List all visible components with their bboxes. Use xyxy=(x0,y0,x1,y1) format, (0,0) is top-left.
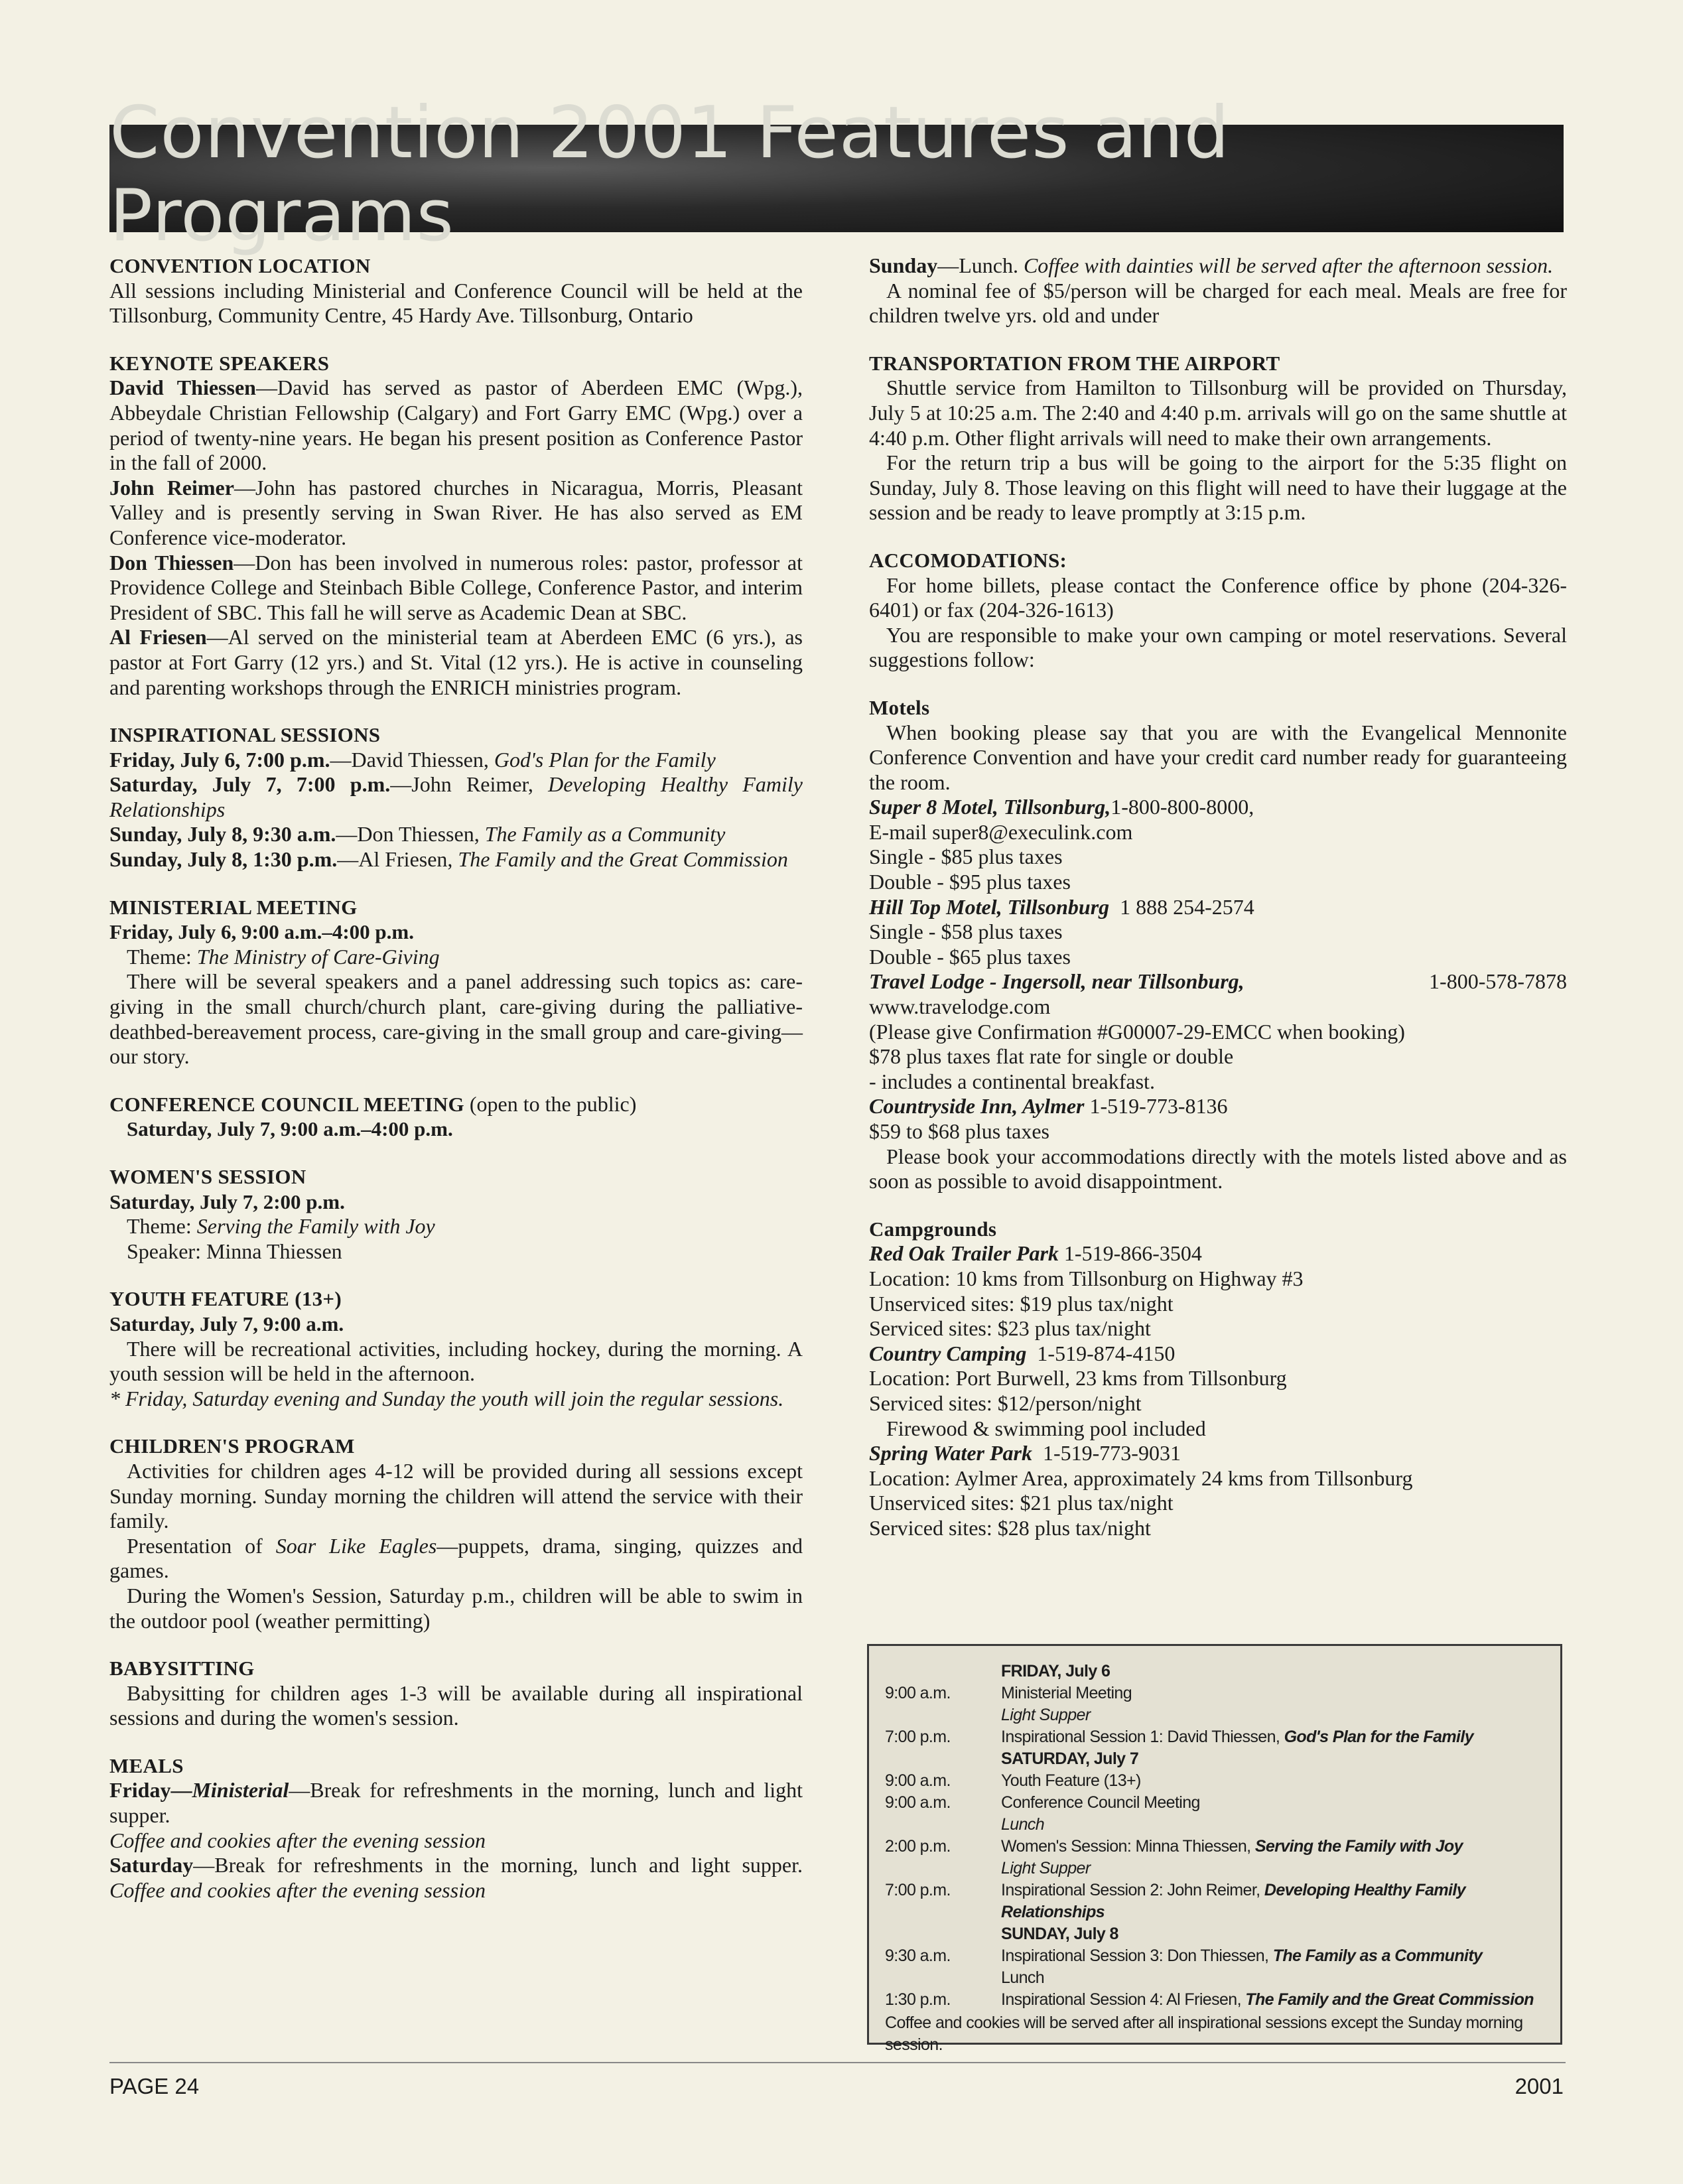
page-number: PAGE 24 xyxy=(109,2074,200,2098)
camp-heading: Campgrounds xyxy=(869,1217,997,1241)
schedule-desc xyxy=(1001,1704,1548,1726)
schedule-title: The Family as a Community xyxy=(1272,1946,1483,1965)
location-heading: CONVENTION LOCATION xyxy=(109,254,371,277)
ministerial-time: Friday, July 6, 9:00 a.m.–4:00 p.m. xyxy=(109,920,414,944)
super8-email: E-mail super8@execulink.com xyxy=(869,819,1133,844)
inspirational-heading: INSPIRATIONAL SESSIONS xyxy=(109,723,381,747)
left-column xyxy=(109,253,803,1925)
page-title: Convention 2001 Features and Programs xyxy=(109,92,1231,257)
meals-sunday xyxy=(869,253,1567,279)
schedule-title: Developing Healthy Family Relationships xyxy=(1001,1881,1466,1921)
children-heading: CHILDREN'S PROGRAM xyxy=(109,1434,355,1458)
schedule-row xyxy=(885,1792,1548,1814)
schedule-text: Inspirational Session 4: Al Friesen, xyxy=(1001,1990,1246,2009)
right-column xyxy=(869,253,1567,1564)
travel-confirmation: (Please give Confirmation #G00007-29-EMCC when booking) xyxy=(869,1019,1405,1044)
session-time: Friday, July 6, 7:00 p.m. xyxy=(109,747,330,772)
council-section xyxy=(109,1092,803,1142)
schedule-day-header xyxy=(885,1748,1548,1770)
schedule-title: God's Plan for the Family xyxy=(1284,1728,1474,1746)
youth-heading: YOUTH FEATURE (13+) xyxy=(109,1287,342,1311)
meal-day: Friday xyxy=(109,1778,171,1803)
schedule-row xyxy=(885,1704,1548,1726)
schedule-box xyxy=(867,1644,1562,2054)
springwater-unserviced: Unserviced sites: $21 plus tax/night xyxy=(869,1491,1174,1515)
schedule-text: Inspirational Session 3: Don Thiessen, xyxy=(1001,1946,1273,1965)
session-speaker: —John Reimer, xyxy=(390,772,549,797)
speaker-item xyxy=(109,476,803,551)
children-p2 xyxy=(109,1534,803,1584)
children-p2-title: Soar Like Eagles xyxy=(275,1533,437,1558)
theme-title: The Ministry of Care-Giving xyxy=(196,944,440,969)
schedule-time xyxy=(885,1661,1001,1682)
schedule-time: 7:00 p.m. xyxy=(885,1728,951,1746)
springwater-location: Location: Aylmer Area, approximately 24 kms from Tillsonburg xyxy=(869,1466,1413,1490)
countryside-rate: $59 to $68 plus taxes xyxy=(869,1119,1049,1143)
session-item xyxy=(109,772,803,822)
motel-name: Hill Top Motel, Tillsonburg xyxy=(869,894,1110,919)
youth-time: Saturday, July 7, 9:00 a.m. xyxy=(109,1312,344,1335)
schedule-time: 7:00 p.m. xyxy=(885,1881,951,1899)
schedule-row xyxy=(885,1879,1548,1923)
schedule-desc xyxy=(1001,1858,1548,1879)
schedule-desc xyxy=(1001,1792,1548,1814)
motel-phone: 1-519-773-8136 xyxy=(1084,1094,1228,1119)
meal-day: Saturday xyxy=(109,1853,194,1877)
meal-dash: — xyxy=(170,1778,192,1803)
schedule-row xyxy=(885,1858,1548,1879)
schedule-time: 9:30 a.m. xyxy=(885,1946,951,1965)
ministerial-theme xyxy=(127,945,803,970)
motels-intro: When booking please say that you are with the Evangelical Mennonite Conference Convention and have your credit card number ready for guaranteeing the room. xyxy=(869,720,1567,794)
hilltop-single: Single - $58 plus taxes xyxy=(869,920,1063,944)
speaker-item xyxy=(109,375,803,475)
camp-name: Red Oak Trailer Park xyxy=(869,1241,1059,1266)
speakers-section xyxy=(109,351,803,700)
speaker-item xyxy=(109,551,803,626)
schedule-row xyxy=(885,1814,1548,1836)
accom-p1: For home billets, please contact the Conference office by phone (204-326-6401) or fax (204-326-1613) xyxy=(869,573,1567,622)
super8-single: Single - $85 plus taxes xyxy=(869,845,1063,869)
ministerial-heading: MINISTERIAL MEETING xyxy=(109,895,358,919)
motel-name: Countryside Inn, Aylmer xyxy=(869,1094,1085,1119)
countrycamping-location: Location: Port Burwell, 23 kms from Tillsonburg xyxy=(869,1366,1287,1391)
schedule-time xyxy=(885,1858,1001,1879)
meals-continued xyxy=(869,253,1567,328)
meal-ministerial: Ministerial xyxy=(192,1778,289,1803)
schedule-desc xyxy=(1001,1836,1548,1858)
accom-section xyxy=(869,548,1567,673)
schedule-time xyxy=(885,1923,1001,1945)
speaker-name: John Reimer xyxy=(109,475,234,500)
schedule-text: Lunch xyxy=(1001,1815,1045,1834)
schedule-desc xyxy=(1001,1879,1548,1923)
theme-label: Theme: xyxy=(127,1214,197,1239)
schedule-rows xyxy=(885,1661,1548,2011)
meals-heading: MEALS xyxy=(109,1753,184,1777)
footer-rule xyxy=(109,2062,1566,2063)
youth-note: * Friday, Saturday evening and Sunday the youth will join the regular sessions. xyxy=(109,1386,784,1410)
children-p3: During the Women's Session, Saturday p.m., children will be able to swim in the outdoor pool (weather permitting) xyxy=(109,1583,803,1633)
schedule-day-header xyxy=(885,1923,1548,1945)
theme-title: Serving the Family with Joy xyxy=(196,1214,435,1239)
schedule-text: Inspirational Session 1: David Thiessen, xyxy=(1001,1728,1284,1746)
accom-p2: You are responsible to make your own camping or motel reservations. Several suggestions follow: xyxy=(869,622,1567,672)
session-item xyxy=(109,847,803,872)
schedule-text: SUNDAY, July 8 xyxy=(1001,1925,1118,1943)
meals-friday xyxy=(109,1778,803,1828)
women-speaker: Speaker: Minna Thiessen xyxy=(127,1239,342,1263)
speakers-heading: KEYNOTE SPEAKERS xyxy=(109,351,330,375)
schedule-row xyxy=(885,1945,1548,1967)
children-section xyxy=(109,1434,803,1633)
schedule-note: Coffee and cookies will be served after all inspirational sessions except the Sunday morning session. xyxy=(885,2013,1523,2054)
schedule-time: 9:00 a.m. xyxy=(885,1684,951,1702)
schedule-desc xyxy=(1001,1726,1548,1748)
motel-phone: 1-800-578-7878 xyxy=(1429,969,1567,994)
session-item xyxy=(109,822,803,847)
speaker-bio: —John has pastored churches in Nicaragua, Morris, Pleasant Valley and is presently serving in Swan River. He has also served as EM Conference vice-moderator. xyxy=(109,475,803,549)
schedule-desc xyxy=(1001,1945,1548,1967)
camp-name: Spring Water Park xyxy=(869,1441,1032,1466)
motels-section xyxy=(869,695,1567,1194)
babysitting-heading: BABYSITTING xyxy=(109,1657,255,1680)
meal-text: —Break for refreshments in the morning, lunch and light supper. xyxy=(193,1853,803,1877)
schedule-time: 2:00 p.m. xyxy=(885,1837,951,1856)
session-title: The Family and the Great Commission xyxy=(458,847,788,872)
babysitting-body: Babysitting for children ages 1-3 will be available during all inspirational sessions and during the women's session. xyxy=(109,1680,803,1730)
babysitting-section xyxy=(109,1656,803,1731)
session-title: Developing Healthy Family Relationships xyxy=(109,772,803,821)
schedule-row xyxy=(885,1967,1548,1989)
women-section xyxy=(109,1164,803,1264)
meal-text: —Break for refreshments in the morning, lunch and light supper. xyxy=(109,1778,803,1828)
ministerial-body: There will be several speakers and a panel addressing such topics as: care-giving in the small church/church plant, care-giving during the palliative-deathbed-bereavement process, care-giving in the small group and care-giving—our story. xyxy=(109,969,803,1069)
session-title: The Family as a Community xyxy=(484,822,726,847)
schedule-text: Lunch xyxy=(1001,1968,1045,1987)
redoak-line xyxy=(869,1241,1567,1266)
meal-note: Coffee with dainties will be served after the afternoon session. xyxy=(1023,253,1554,277)
motel-name: Travel Lodge - Ingersoll, near Tillsonburg, xyxy=(869,969,1245,994)
ministerial-section xyxy=(109,895,803,1069)
women-time: Saturday, July 7, 2:00 p.m. xyxy=(109,1190,345,1213)
session-speaker: —Al Friesen, xyxy=(337,847,458,872)
schedule-desc xyxy=(1001,1770,1548,1792)
motel-phone: 1-800-800-8000, xyxy=(1111,795,1254,819)
redoak-unserviced: Unserviced sites: $19 plus tax/night xyxy=(869,1291,1174,1316)
schedule-time xyxy=(885,1967,1001,1989)
travel-includes: - includes a continental breakfast. xyxy=(869,1069,1155,1093)
schedule-text: Women's Session: Minna Thiessen, xyxy=(1001,1837,1255,1856)
council-note: (open to the public) xyxy=(464,1091,637,1116)
footer-year: 2001 xyxy=(1515,2074,1564,2098)
camp-phone: 1-519-874-4150 xyxy=(1026,1341,1176,1365)
meals-fee: A nominal fee of $5/person will be charged for each meal. Meals are free for children twelve yrs. old and under xyxy=(869,278,1567,328)
session-speaker: —David Thiessen, xyxy=(330,747,494,772)
super8-double: Double - $95 plus taxes xyxy=(869,870,1071,894)
schedule-title: The Family and the Great Commission xyxy=(1245,1990,1534,2009)
meal-note: Coffee and cookies after the evening session xyxy=(109,1877,486,1902)
super8-line xyxy=(869,795,1567,820)
meal-day: Sunday xyxy=(869,253,938,277)
speaker-bio: —David has served as pastor of Aberdeen EMC (Wpg.), Abbeydale Christian Fellowship (Calgary) and Fort Garry EMC (Wpg.) over a period of twenty-nine years. He began his present position as Conference Pastor in the fall of 2000. xyxy=(109,375,803,475)
speaker-bio: —Al served on the ministerial team at Aberdeen EMC (6 yrs.), as pastor at Fort Garry (12 yrs.) and St. Vital (12 yrs.). He is active in counseling and parenting workshops through the ENRICH ministries program. xyxy=(109,625,803,699)
schedule-text: Ministerial Meeting xyxy=(1001,1684,1132,1702)
meals-section xyxy=(109,1753,803,1903)
title-banner xyxy=(109,92,1564,257)
session-time: Sunday, July 8, 9:30 a.m. xyxy=(109,822,336,847)
council-heading: CONFERENCE COUNCIL MEETING xyxy=(109,1092,464,1116)
schedule-desc xyxy=(1001,1923,1548,1945)
camp-name: Country Camping xyxy=(869,1341,1027,1365)
transport-p1: Shuttle service from Hamilton to Tillsonburg will be provided on Thursday, July 5 at 10:25 a.m. The 2:40 and 4:40 p.m. arrivals will go on the same shuttle at 4:40 p.m. Other flight arrivals will need to make their own arrangements. xyxy=(869,375,1567,450)
speaker-name: David Thiessen xyxy=(109,375,256,400)
camp-phone: 1-519-866-3504 xyxy=(1058,1241,1202,1266)
schedule-text: SATURDAY, July 7 xyxy=(1001,1749,1139,1768)
speaker-name: Al Friesen xyxy=(109,625,207,649)
schedule-text: Youth Feature (13+) xyxy=(1001,1771,1141,1790)
women-theme xyxy=(127,1214,803,1239)
session-speaker: —Don Thiessen, xyxy=(336,822,485,847)
countrycamping-line xyxy=(869,1341,1567,1367)
schedule-text: FRIDAY, July 6 xyxy=(1001,1662,1111,1680)
session-title: God's Plan for the Family xyxy=(494,747,716,772)
session-time: Sunday, July 8, 1:30 p.m. xyxy=(109,847,338,872)
schedule-time: 1:30 p.m. xyxy=(885,1990,951,2009)
transport-p2: For the return trip a bus will be going to the airport for the 5:35 flight on Sunday, July 8. Those leaving on this flight will need to have their luggage at the session and be ready to leave promptly at 3:15 p.m. xyxy=(869,450,1567,525)
schedule-desc xyxy=(1001,1661,1548,1682)
travel-web: www.travelodge.com xyxy=(869,994,1051,1019)
motels-heading: Motels xyxy=(869,695,930,719)
council-heading-line xyxy=(109,1092,803,1117)
meals-friday-note: Coffee and cookies after the evening session xyxy=(109,1828,486,1852)
speaker-name: Don Thiessen xyxy=(109,550,234,575)
camp-section xyxy=(869,1217,1567,1541)
camp-phone: 1-519-773-9031 xyxy=(1032,1441,1181,1466)
schedule-row xyxy=(885,1770,1548,1792)
location-section xyxy=(109,253,803,328)
women-heading: WOMEN'S SESSION xyxy=(109,1165,306,1188)
motel-name: Super 8 Motel, Tillsonburg, xyxy=(869,795,1111,819)
schedule-desc xyxy=(1001,1748,1548,1770)
meals-saturday xyxy=(109,1853,803,1903)
schedule-text: Conference Council Meeting xyxy=(1001,1793,1200,1812)
schedule-time: 9:00 a.m. xyxy=(885,1793,951,1812)
hilltop-double: Double - $65 plus taxes xyxy=(869,944,1071,969)
schedule-time xyxy=(885,1814,1001,1836)
motels-closing: Please book your accommodations directly with the motels listed above and as soon as possible to avoid disappointment. xyxy=(869,1144,1567,1194)
schedule-row xyxy=(885,1682,1548,1704)
motel-phone: 1 888 254-2574 xyxy=(1109,894,1254,919)
schedule-text: Light Supper xyxy=(1001,1706,1091,1724)
hilltop-line xyxy=(869,895,1567,920)
children-p2-rest: —puppets, drama, singing, quizzes and games. xyxy=(109,1533,803,1583)
schedule-time: 9:00 a.m. xyxy=(885,1771,951,1790)
schedule-desc xyxy=(1001,1682,1548,1704)
schedule-row xyxy=(885,1836,1548,1858)
transport-heading: TRANSPORTATION FROM THE AIRPORT xyxy=(869,351,1280,375)
theme-label: Theme: xyxy=(127,944,197,969)
schedule-desc xyxy=(1001,1967,1548,1989)
transport-section xyxy=(869,351,1567,525)
accom-heading: ACCOMODATIONS: xyxy=(869,548,1067,572)
schedule-desc xyxy=(1001,1989,1548,2011)
youth-section xyxy=(109,1286,803,1411)
countryside-line xyxy=(869,1094,1567,1119)
schedule-text: Light Supper xyxy=(1001,1859,1091,1877)
schedule-row xyxy=(885,1726,1548,1748)
redoak-location: Location: 10 kms from Tillsonburg on Highway #3 xyxy=(869,1266,1304,1290)
schedule-time xyxy=(885,1748,1001,1770)
schedule-text: Inspirational Session 2: John Reimer, xyxy=(1001,1881,1264,1899)
speaker-item xyxy=(109,625,803,700)
schedule-row xyxy=(885,1989,1548,2011)
inspirational-section xyxy=(109,722,803,872)
travel-line xyxy=(869,969,1567,994)
speaker-bio: —Don has been involved in numerous roles: pastor, professor at Providence College and Steinbach Bible College, Conference Pastor, and interim President of SBC. This fall he will serve as Academic Dean at SBC. xyxy=(109,550,803,624)
council-time: Saturday, July 7, 9:00 a.m.–4:00 p.m. xyxy=(127,1117,453,1141)
youth-body: There will be recreational activities, including hockey, during the morning. A youth session will be held in the afternoon. xyxy=(109,1336,803,1386)
session-time: Saturday, July 7, 7:00 p.m. xyxy=(109,772,391,797)
travel-rate: $78 plus taxes flat rate for single or double xyxy=(869,1044,1234,1069)
children-p2-lead: Presentation of xyxy=(127,1533,276,1558)
countrycamping-serviced: Serviced sites: $12/person/night xyxy=(869,1391,1142,1415)
schedule-time xyxy=(885,1704,1001,1726)
session-item xyxy=(109,748,803,773)
springwater-line xyxy=(869,1441,1567,1466)
schedule-title: Serving the Family with Joy xyxy=(1254,1837,1463,1856)
location-body: All sessions including Ministerial and Conference Council will be held at the Tillsonburg, Community Centre, 45 Hardy Ave. Tillsonburg, Ontario xyxy=(109,278,803,328)
redoak-serviced: Serviced sites: $23 plus tax/night xyxy=(869,1316,1151,1341)
meal-text: —Lunch. xyxy=(937,253,1024,277)
countrycamping-included: Firewood & swimming pool included xyxy=(886,1416,1206,1440)
schedule-day-header xyxy=(885,1661,1548,1682)
springwater-serviced: Serviced sites: $28 plus tax/night xyxy=(869,1515,1151,1540)
children-p1: Activities for children ages 4-12 will be provided during all sessions except Sunday morning. Sunday morning the children will attend the service with their family. xyxy=(109,1458,803,1533)
schedule-desc xyxy=(1001,1814,1548,1836)
